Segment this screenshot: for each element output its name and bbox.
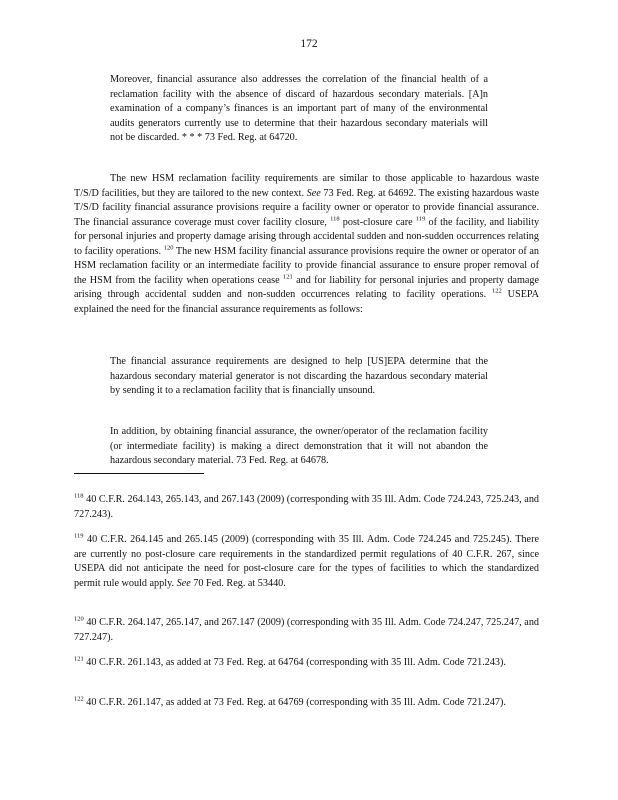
body-text: and for liability for personal injuries and property damage arising through accidental sudden and non-sudden occurrences relating to facility operations. — [74, 274, 540, 300]
footnote-number: 118 — [74, 492, 84, 500]
footnote-text: 40 C.F.R. 261.143, as added at 73 Fed. Reg. at 64764 (corresponding with 35 Ill. Adm. Code 721.243). — [86, 657, 506, 668]
body-text: of the facility, and liability for personal injuries and property damage arising through accidental sudden and non-sudden occurrences relating to facility operations. — [74, 216, 540, 257]
footnote-ref-118[interactable]: 118 — [330, 215, 340, 223]
footnote-122 — [74, 696, 539, 711]
footnote-ref-119[interactable]: 119 — [415, 215, 426, 223]
footnote-ref-121[interactable]: 121 — [282, 273, 293, 281]
footnote-number: 122 — [74, 695, 84, 703]
page-number: 172 — [300, 38, 318, 50]
footnote-121 — [74, 656, 539, 671]
footnote-number: 120 — [74, 615, 84, 623]
footnote-120 — [74, 616, 539, 645]
footnote-separator — [74, 473, 204, 474]
footnote-text: 70 Fed. Reg. at 53440. — [193, 577, 286, 589]
body-paragraph — [74, 172, 539, 317]
see-signal: See — [176, 577, 191, 589]
footnote-ref-120[interactable]: 120 — [163, 244, 174, 252]
footnote-text: 40 C.F.R. 264.143, 265.143, and 267.143 (2009) (corresponding with 35 Ill. Adm. Code 724.243, 725.243, and 727.243). — [74, 494, 540, 520]
footnote-text: 40 C.F.R. 264.147, 265.147, and 267.147 (2009) (corresponding with 35 Ill. Adm. Code 724.247, 725.247, and 727.247). — [74, 617, 540, 643]
see-signal: See — [306, 187, 321, 199]
body-text: USEPA explained the need for the financial assurance requirements as follows: — [74, 289, 540, 315]
body-text: 73 Fed. Reg. at 64692. The existing hazardous waste T/S/D facility financial assurance provisions require a facility owner or operator to provide financial assurance. The financial assurance coverage must cover facility closure, — [74, 187, 540, 228]
block-quote-demonstration: In addition, by obtaining financial assurance, the owner/operator of the reclamation facility (or intermediate facility) is making a direct demonstration that it will not abandon the hazardous secondary material. 73 Fed. Reg. at 64678. — [110, 426, 488, 466]
footnote-number: 119 — [74, 532, 84, 540]
body-text: post-closure care — [342, 216, 413, 228]
block-quote-financial-health: Moreover, financial assurance also addresses the correlation of the financial health of a reclamation facility with the absence of discard of hazardous secondary materials. [A]n examination of a company’s finances is an important part of many of the environmental audits generators currently use to determine that their hazardous secondary materials will not be discarded. * * * 73 Fed. Reg. at 64720. — [110, 74, 488, 143]
block-quote-requirements: The financial assurance requirements are designed to help [US]EPA determine that the hazardous secondary material generator is not discarding the hazardous secondary material by sending it to a reclamation facility that is financially unsound. — [110, 356, 488, 396]
body-text: The new HSM facility financial assurance provisions require the owner or operator of an HSM reclamation facility or an intermediate facility to provide financial assurance to ensure proper removal of the HSM from the facility when operations cease — [74, 245, 539, 286]
footnote-text: 40 C.F.R. 261.147, as added at 73 Fed. Reg. at 64769 (corresponding with 35 Ill. Adm. Code 721.247). — [86, 697, 506, 708]
body-text: The new HSM reclamation facility requirements are similar to those applicable to hazardous waste T/S/D facilities, but they are tailored to the new context. — [74, 173, 539, 199]
footnote-119 — [74, 533, 539, 591]
footnote-118 — [74, 493, 539, 522]
footnote-ref-122[interactable]: 122 — [492, 287, 502, 295]
footnote-text: 40 C.F.R. 264.145 and 265.145 (2009) (corresponding with 35 Ill. Adm. Code 724.245 and 725.245). There are currently no post-closure care requirements in the standardized permit regulations of 40 C.F.R. 267, since USEPA did not anticipate the need for post-closure care for the types of facilities to which the standardized permit rule would apply. — [74, 534, 539, 589]
footnote-number: 121 — [74, 655, 84, 663]
